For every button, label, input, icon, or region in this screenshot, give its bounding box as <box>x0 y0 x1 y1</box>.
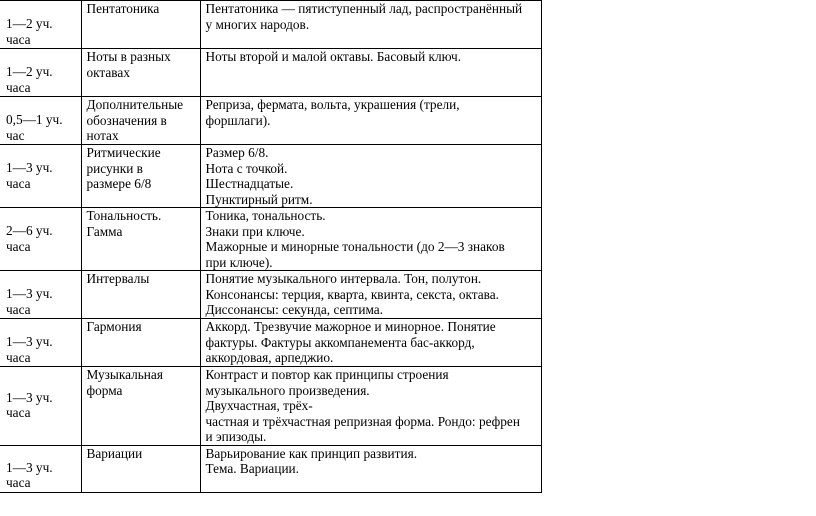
topic-cell <box>81 445 200 492</box>
content-cell <box>200 49 541 97</box>
hours-cell <box>0 145 81 208</box>
content-text: Варьирование как принцип развития. Тема. Вариации. <box>205 445 418 476</box>
hours-text: 1—3 уч. часа <box>6 286 53 317</box>
content-text: Размер 6/8. Нота с точкой. Шестнадцатые. Пунктирный ритм. <box>205 145 313 207</box>
hours-text: 1—2 уч. часа <box>6 64 53 95</box>
table-row <box>0 49 541 97</box>
table-row <box>0 208 541 271</box>
topic-text: Гармония <box>86 319 142 334</box>
hours-cell <box>0 208 81 271</box>
topic-text: Вариации <box>86 445 143 461</box>
content-text: Аккорд. Трезвучие мажорное и минорное. Понятие фактуры. Фактуры аккомпанемента бас-аккорд, аккордовая, арпеджио. <box>205 319 496 365</box>
content-cell <box>200 445 541 492</box>
topic-cell <box>81 271 200 319</box>
content-cell <box>200 97 541 145</box>
hours-cell <box>0 1 81 49</box>
topic-text: Тональность. Гамма <box>86 208 162 239</box>
table-row <box>0 145 541 208</box>
topic-cell <box>81 1 200 49</box>
table-row <box>0 97 541 145</box>
content-text: Ноты второй и малой октавы. Басовый ключ. <box>205 49 462 64</box>
hours-text: 1—3 уч. часа <box>6 160 53 191</box>
topic-text: Ноты в разных октавах <box>86 49 171 80</box>
hours-cell <box>0 49 81 97</box>
content-cell <box>200 319 541 367</box>
hours-text: 1—3 уч. часа <box>6 389 53 421</box>
content-cell <box>200 208 541 271</box>
hours-cell <box>0 271 81 319</box>
content-text: Пентатоника — пятиступенный лад, распространённый у многих народов. <box>205 1 523 32</box>
hours-cell <box>0 319 81 367</box>
topic-cell <box>81 97 200 145</box>
content-text: Контраст и повтор как принципы строения музыкального произведения. Двухчастная, трёх- частная и трёхчастная репризная форма. Рондо: рефрен и эпизоды. <box>205 367 520 444</box>
topic-cell <box>81 208 200 271</box>
topic-text: Музыкальная форма <box>86 367 163 398</box>
table-row <box>0 319 541 367</box>
topic-cell <box>81 319 200 367</box>
topic-text: Дополнительные обозначения в нотах <box>86 97 184 143</box>
hours-text: 1—3 уч. часа <box>6 459 53 490</box>
table-row <box>0 1 541 49</box>
content-cell <box>200 145 541 208</box>
hours-text: 1—3 уч. часа <box>6 334 53 365</box>
hours-cell <box>0 445 81 492</box>
table-row <box>0 367 541 446</box>
table-row <box>0 271 541 319</box>
content-text: Реприза, фермата, вольта, украшения (трели, форшлаги). <box>205 97 460 128</box>
content-cell <box>200 1 541 49</box>
topic-text: Интервалы <box>86 271 150 286</box>
table-row <box>0 445 541 492</box>
hours-text: 0,5—1 уч. час <box>6 112 63 143</box>
topic-text: Пентатоника <box>86 1 160 16</box>
hours-cell <box>0 367 81 446</box>
hours-cell <box>0 97 81 145</box>
content-cell <box>200 271 541 319</box>
hours-text: 1—2 уч. часа <box>6 16 53 47</box>
hours-text: 2—6 уч. часа <box>6 223 53 254</box>
topic-text: Ритмические рисунки в размере 6/8 <box>86 145 161 191</box>
topic-cell <box>81 145 200 208</box>
topic-cell <box>81 367 200 446</box>
content-text: Тоника, тональность. Знаки при ключе. Мажорные и минорные тональности (до 2—3 знаков при ключе). <box>205 208 505 270</box>
content-text: Понятие музыкального интервала. Тон, полутон. Консонансы: терция, кварта, квинта, секста, октава. Диссонансы: секунда, септима. <box>205 271 499 317</box>
content-cell <box>200 367 541 446</box>
topic-cell <box>81 49 200 97</box>
